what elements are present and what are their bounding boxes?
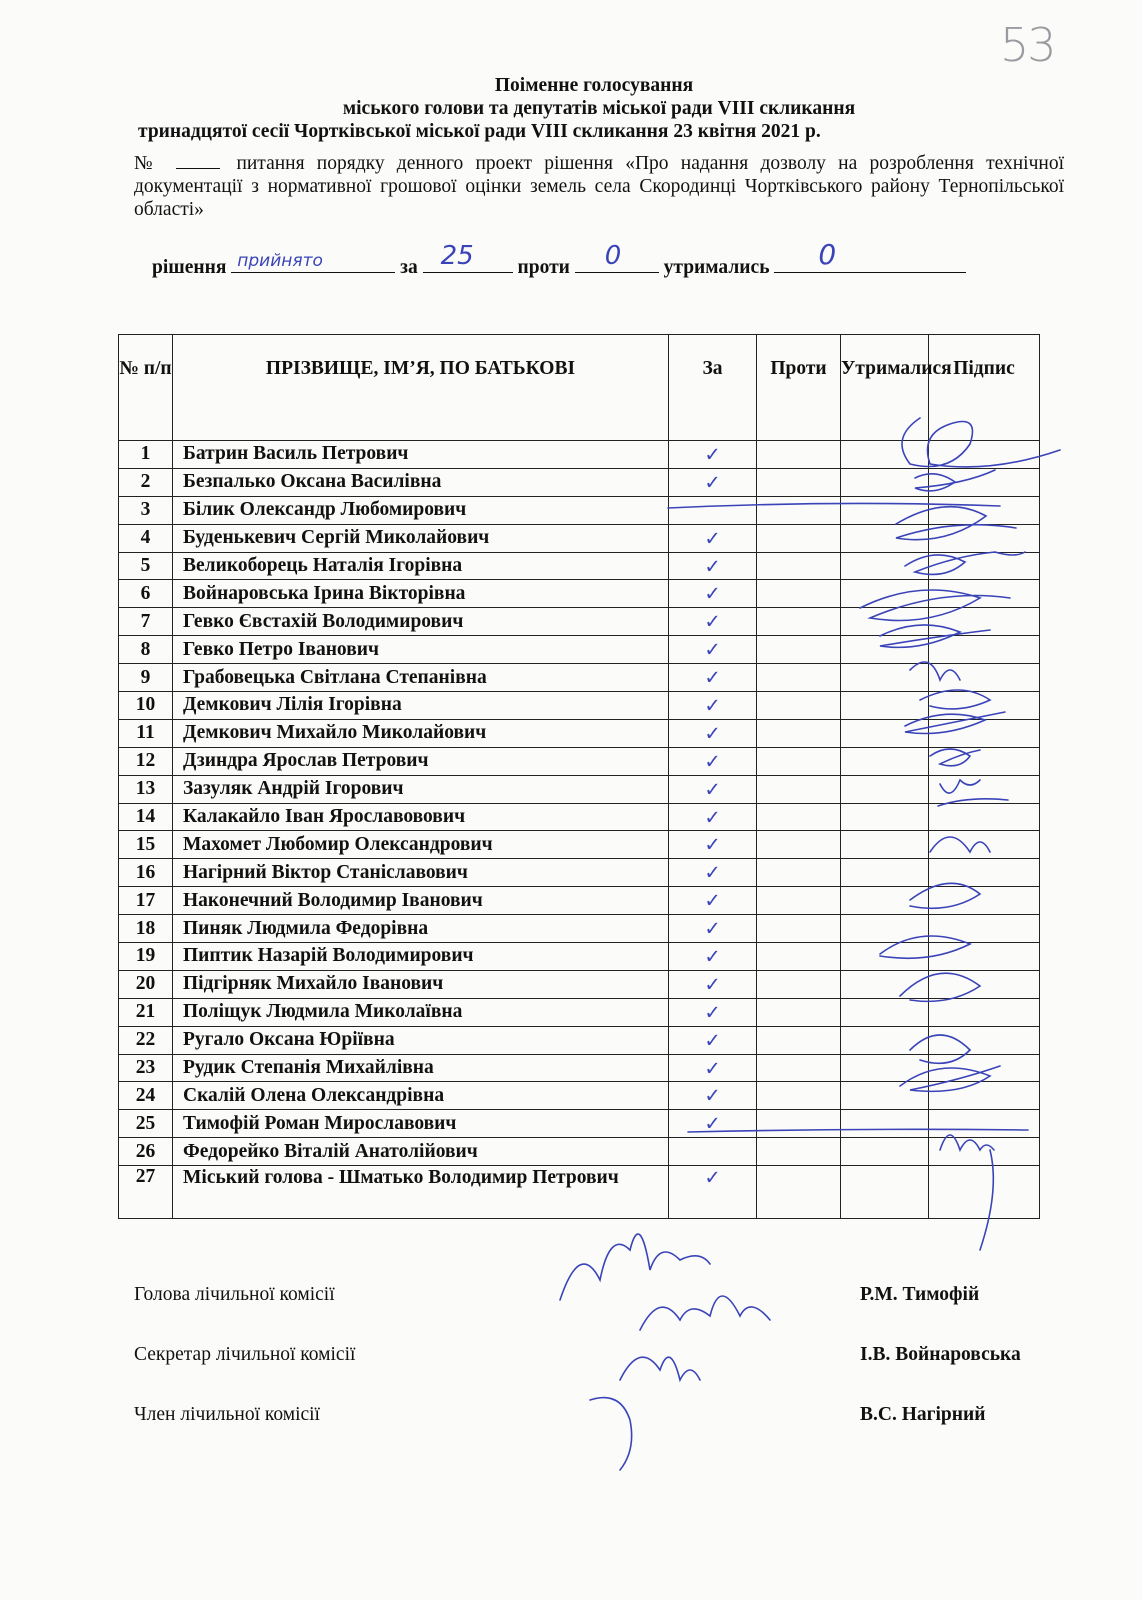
row-number: 21 (119, 998, 173, 1026)
agenda-issue (134, 152, 1064, 221)
vote-for-mark: ✓ (669, 636, 757, 664)
signature-cell (929, 998, 1040, 1026)
row-name: Демкович Михайло Миколайович (173, 719, 669, 747)
table-row (119, 1082, 1040, 1110)
abstained-value: 0 (818, 238, 837, 271)
table-row (119, 664, 1040, 692)
commission-person: В.С. Нагірний (860, 1404, 986, 1425)
vote-abstained-cell (841, 580, 929, 608)
header-for: За (669, 335, 757, 441)
vote-for-mark: ✓ (669, 552, 757, 580)
abstained-field (774, 238, 966, 273)
vote-result (152, 238, 966, 279)
header-abstained: Утрималися (841, 335, 929, 441)
vote-abstained-cell (841, 719, 929, 747)
vote-abstained-cell (841, 608, 929, 636)
vote-for-mark: ✓ (669, 441, 757, 469)
row-number: 2 (119, 468, 173, 496)
vote-against-cell (757, 664, 841, 692)
table-row (119, 887, 1040, 915)
row-number: 14 (119, 803, 173, 831)
vote-against-cell (757, 524, 841, 552)
row-name: Тимофій Роман Мирославович (173, 1110, 669, 1138)
signature-cell (929, 1138, 1040, 1166)
row-name: Білик Олександр Любомирович (173, 496, 669, 524)
signature-cell (929, 831, 1040, 859)
row-name: Гевко Петро Іванович (173, 636, 669, 664)
vote-for-mark: ✓ (669, 998, 757, 1026)
header-against: Проти (757, 335, 841, 441)
signature-cell (929, 887, 1040, 915)
vote-for-mark: ✓ (669, 1110, 757, 1138)
issue-number-prefix: № (134, 153, 160, 174)
signature-cell (929, 524, 1040, 552)
vote-against-cell (757, 1082, 841, 1110)
row-number: 15 (119, 831, 173, 859)
commission-person: І.В. Войнаровська (860, 1344, 1021, 1365)
vote-abstained-cell (841, 915, 929, 943)
vote-against-cell (757, 636, 841, 664)
table-row (119, 803, 1040, 831)
vote-against-cell (757, 1166, 841, 1219)
vote-abstained-cell (841, 468, 929, 496)
vote-against-cell (757, 608, 841, 636)
table-header-row (119, 335, 1040, 441)
vote-against-cell (757, 915, 841, 943)
signature-cell (929, 1026, 1040, 1054)
row-name: Махомет Любомир Олександрович (173, 831, 669, 859)
header-num: № п/п (119, 335, 173, 441)
for-label: за (400, 257, 418, 278)
vote-abstained-cell (841, 1054, 929, 1082)
signature-cell (929, 468, 1040, 496)
vote-against-cell (757, 803, 841, 831)
row-number: 18 (119, 915, 173, 943)
header-signature: Підпис (929, 335, 1040, 441)
table-row (119, 468, 1040, 496)
signature-cell (929, 636, 1040, 664)
vote-abstained-cell (841, 803, 929, 831)
table-row (119, 1026, 1040, 1054)
row-name: Нагірний Віктор Станіславович (173, 859, 669, 887)
vote-against-cell (757, 998, 841, 1026)
signature-cell (929, 580, 1040, 608)
table-row (119, 692, 1040, 720)
table-row (119, 970, 1040, 998)
for-value: 25 (440, 241, 474, 271)
row-number: 23 (119, 1054, 173, 1082)
table-row (119, 747, 1040, 775)
vote-against-cell (757, 859, 841, 887)
vote-abstained-cell (841, 524, 929, 552)
commission-row-member (134, 1404, 1054, 1464)
table-row (119, 1054, 1040, 1082)
signature-cell (929, 1054, 1040, 1082)
row-name: Батрин Василь Петрович (173, 441, 669, 469)
signature-cell (929, 441, 1040, 469)
decision-value: прийнято (237, 251, 323, 271)
page-number: 53 (1000, 18, 1055, 72)
vote-for-mark: ✓ (669, 831, 757, 859)
commission-role: Голова лічильної комісії (134, 1284, 335, 1305)
vote-for-mark: ✓ (669, 887, 757, 915)
signature-cell (929, 915, 1040, 943)
vote-abstained-cell (841, 1110, 929, 1138)
row-name: Калакайло Іван Ярославовович (173, 803, 669, 831)
table-row (119, 1110, 1040, 1138)
vote-abstained-cell (841, 664, 929, 692)
vote-abstained-cell (841, 887, 929, 915)
table-row (119, 636, 1040, 664)
vote-for-mark: ✓ (669, 1166, 757, 1219)
vote-for-mark: ✓ (669, 970, 757, 998)
signature-cell (929, 775, 1040, 803)
row-number: 25 (119, 1110, 173, 1138)
signature-cell (929, 859, 1040, 887)
vote-abstained-cell (841, 441, 929, 469)
row-name: Скалій Олена Олександрівна (173, 1082, 669, 1110)
row-number: 17 (119, 887, 173, 915)
vote-against-cell (757, 887, 841, 915)
vote-against-cell (757, 747, 841, 775)
row-number: 16 (119, 859, 173, 887)
for-field (423, 241, 513, 273)
row-name: Пиптик Назарій Володимирович (173, 943, 669, 971)
vote-for-mark: ✓ (669, 915, 757, 943)
vote-abstained-cell (841, 1138, 929, 1166)
row-number: 20 (119, 970, 173, 998)
vote-against-cell (757, 943, 841, 971)
commission-row-secretary (134, 1344, 1054, 1404)
vote-abstained-cell (841, 1166, 929, 1219)
row-name: Демкович Лілія Ігорівна (173, 692, 669, 720)
row-name: Буденькевич Сергій Миколайович (173, 524, 669, 552)
row-name: Федорейко Віталій Анатолійович (173, 1138, 669, 1166)
vote-for-mark: ✓ (669, 608, 757, 636)
signature-cell (929, 1110, 1040, 1138)
row-number: 13 (119, 775, 173, 803)
vote-for-mark: ✓ (669, 664, 757, 692)
table-row (119, 552, 1040, 580)
document-header (134, 74, 1064, 143)
vote-against-cell (757, 831, 841, 859)
row-number: 3 (119, 496, 173, 524)
header-title: Поіменне голосування (494, 75, 694, 96)
row-number: 4 (119, 524, 173, 552)
vote-for-mark: ✓ (669, 775, 757, 803)
row-name: Підгірняк Михайло Іванович (173, 970, 669, 998)
row-number: 10 (119, 692, 173, 720)
row-number: 26 (119, 1138, 173, 1166)
against-field (575, 241, 659, 273)
row-number: 12 (119, 747, 173, 775)
vote-for-mark: ✓ (669, 692, 757, 720)
vote-abstained-cell (841, 943, 929, 971)
row-number: 27 (119, 1166, 173, 1219)
commission-row-chair (134, 1284, 1054, 1344)
vote-for-mark: ✓ (669, 747, 757, 775)
row-number: 9 (119, 664, 173, 692)
table-row (119, 859, 1040, 887)
row-name: Зазуляк Андрій Ігорович (173, 775, 669, 803)
signature-cell (929, 608, 1040, 636)
vote-abstained-cell (841, 636, 929, 664)
signature-cell (929, 692, 1040, 720)
signature-cell (929, 943, 1040, 971)
vote-against-cell (757, 1054, 841, 1082)
vote-against-cell (757, 1026, 841, 1054)
vote-for-mark: ✓ (669, 1054, 757, 1082)
vote-against-cell (757, 580, 841, 608)
row-name: Великоборець Наталія Ігорівна (173, 552, 669, 580)
table-row (119, 1138, 1040, 1166)
row-name: Дзиндра Ярослав Петрович (173, 747, 669, 775)
vote-abstained-cell (841, 1082, 929, 1110)
table-row (119, 608, 1040, 636)
vote-abstained-cell (841, 970, 929, 998)
vote-for-mark: ✓ (669, 719, 757, 747)
vote-for-mark: ✓ (669, 1082, 757, 1110)
table-row (119, 998, 1040, 1026)
table-row (119, 831, 1040, 859)
vote-abstained-cell (841, 747, 929, 775)
vote-against-cell (757, 692, 841, 720)
vote-for-mark (669, 496, 757, 524)
signature-cell (929, 664, 1040, 692)
row-name: Поліщук Людмила Миколаївна (173, 998, 669, 1026)
header-subtitle: міського голови та депутатів міської ради VIII скликання (342, 98, 856, 119)
counting-commission (134, 1284, 1054, 1464)
vote-table-body (119, 441, 1040, 1219)
header-session: тринадцятої сесії Чортківської міської ради VIII скликання 23 квітня 2021 р. (138, 121, 821, 142)
signature-cell (929, 803, 1040, 831)
vote-for-mark: ✓ (669, 1026, 757, 1054)
table-row (119, 775, 1040, 803)
row-number: 5 (119, 552, 173, 580)
row-name: Міський голова - Шматько Володимир Петрович (173, 1166, 669, 1219)
abstained-label: утримались (663, 257, 770, 278)
vote-for-mark (669, 1138, 757, 1166)
vote-for-mark: ✓ (669, 803, 757, 831)
row-name: Наконечний Володимир Іванович (173, 887, 669, 915)
row-name: Гевко Євстахій Володимирович (173, 608, 669, 636)
table-row (119, 915, 1040, 943)
table-row (119, 1166, 1040, 1219)
vote-abstained-cell (841, 859, 929, 887)
decision-label: рішення (152, 257, 227, 278)
row-number: 24 (119, 1082, 173, 1110)
commission-role: Член лічильної комісії (134, 1404, 320, 1425)
row-number: 19 (119, 943, 173, 971)
vote-against-cell (757, 719, 841, 747)
header-name: ПРІЗВИЩЕ, ІМ’Я, ПО БАТЬКОВІ (173, 335, 669, 441)
vote-against-cell (757, 1138, 841, 1166)
vote-against-cell (757, 496, 841, 524)
signature-cell (929, 747, 1040, 775)
vote-abstained-cell (841, 496, 929, 524)
vote-abstained-cell (841, 831, 929, 859)
against-value: 0 (604, 241, 622, 271)
vote-abstained-cell (841, 692, 929, 720)
row-name: Рудик Степанія Михайлівна (173, 1054, 669, 1082)
vote-against-cell (757, 468, 841, 496)
vote-against-cell (757, 441, 841, 469)
signature-cell (929, 1082, 1040, 1110)
row-name: Ругало Оксана Юріївна (173, 1026, 669, 1054)
signature-cell (929, 970, 1040, 998)
table-row (119, 943, 1040, 971)
vote-against-cell (757, 775, 841, 803)
commission-role: Секретар лічильної комісії (134, 1344, 356, 1365)
vote-for-mark: ✓ (669, 468, 757, 496)
vote-for-mark: ✓ (669, 580, 757, 608)
vote-for-mark: ✓ (669, 859, 757, 887)
row-name: Пиняк Людмила Федорівна (173, 915, 669, 943)
vote-against-cell (757, 1110, 841, 1138)
against-label: проти (517, 257, 570, 278)
row-number: 7 (119, 608, 173, 636)
row-number: 22 (119, 1026, 173, 1054)
vote-table (118, 334, 1040, 1219)
vote-against-cell (757, 552, 841, 580)
vote-abstained-cell (841, 552, 929, 580)
table-row (119, 524, 1040, 552)
signature-cell (929, 1166, 1040, 1219)
commission-person: Р.М. Тимофій (860, 1284, 980, 1305)
issue-text: питання порядку денного проект рішення «Про надання дозволу на розроблення технічної документації з нормативної грошової оцінки земель села Скородинці Чортківського району Тернопільської області» (134, 153, 1065, 220)
signature-cell (929, 496, 1040, 524)
row-number: 6 (119, 580, 173, 608)
signature-cell (929, 719, 1040, 747)
vote-abstained-cell (841, 775, 929, 803)
row-number: 11 (119, 719, 173, 747)
decision-field (231, 252, 395, 273)
vote-for-mark: ✓ (669, 943, 757, 971)
row-number: 1 (119, 441, 173, 469)
vote-abstained-cell (841, 998, 929, 1026)
vote-against-cell (757, 970, 841, 998)
vote-abstained-cell (841, 1026, 929, 1054)
row-name: Безпалько Оксана Василівна (173, 468, 669, 496)
table-row (119, 496, 1040, 524)
table-row (119, 580, 1040, 608)
row-name: Войнаровська Ірина Вікторівна (173, 580, 669, 608)
row-number: 8 (119, 636, 173, 664)
table-row (119, 719, 1040, 747)
signature-cell (929, 552, 1040, 580)
table-row (119, 441, 1040, 469)
row-name: Грабовецька Світлана Степанівна (173, 664, 669, 692)
vote-for-mark: ✓ (669, 524, 757, 552)
